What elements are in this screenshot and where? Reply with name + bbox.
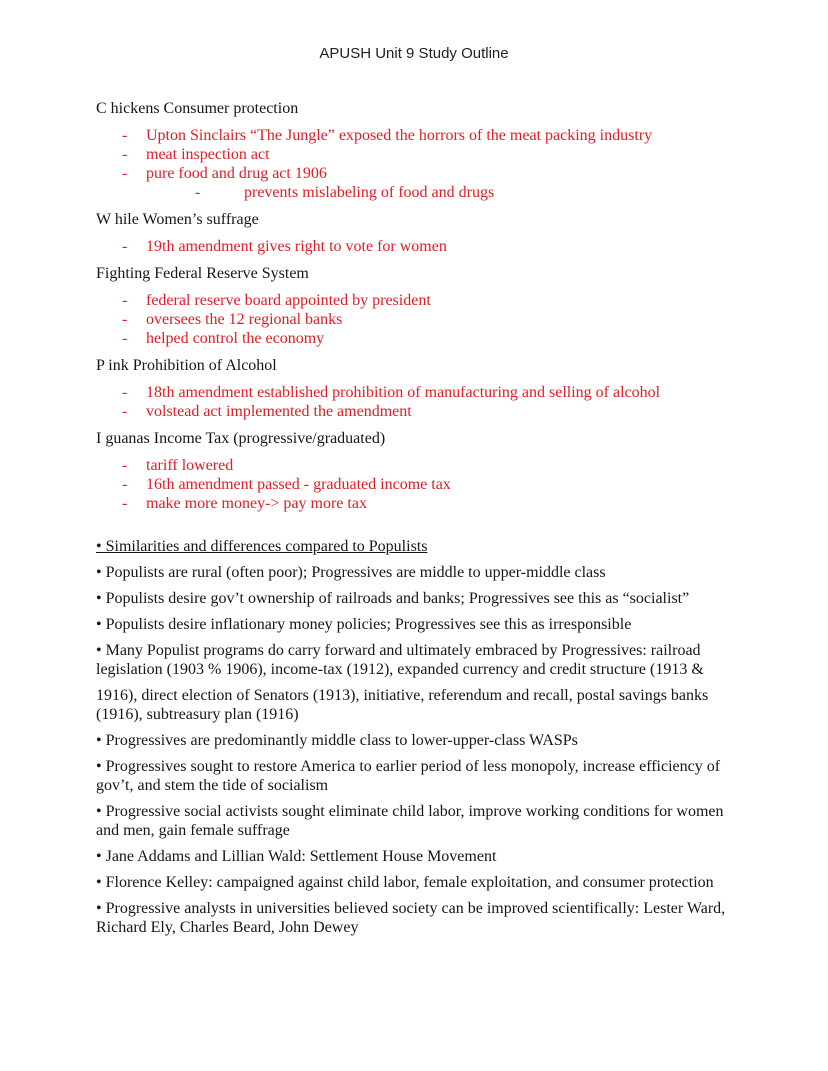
outline-item-text: Upton Sinclairs “The Jungle” exposed the horrors of the meat packing industry: [146, 127, 653, 144]
outline-item: [96, 383, 732, 402]
outline-item: [96, 291, 732, 310]
notes-paragraph: • Populists desire gov’t ownership of railroads and banks; Progressives see this as “socialist”: [96, 590, 690, 607]
section-items: [96, 126, 732, 202]
section-items: [96, 237, 732, 256]
notes-paragraph: • Many Populist programs do carry forward and ultimately embraced by Progressives: railroad legislation (1903 % 1906), income-tax (1912), expanded currency and credit structure (1913 &: [96, 642, 704, 678]
dash-marker: -: [122, 330, 128, 347]
section-heading: Fighting Federal Reserve System: [96, 265, 309, 282]
dash-marker: -: [122, 457, 128, 474]
dash-marker: -: [122, 165, 128, 182]
dash-marker: -: [122, 146, 128, 163]
notes-underlined-heading: • Similarities and differences compared to Populists: [96, 538, 428, 555]
dash-marker: -: [122, 476, 128, 493]
outline-item-text: 16th amendment passed - graduated income tax: [146, 476, 451, 493]
notes-paragraph: • Jane Addams and Lillian Wald: Settlement House Movement: [96, 848, 497, 865]
outline-item-text: oversees the 12 regional banks: [146, 311, 343, 328]
dash-marker: -: [122, 292, 128, 309]
outline-item-text: federal reserve board appointed by president: [146, 292, 431, 309]
outline-item: [96, 456, 732, 475]
notes-paragraph: • Progressives are predominantly middle class to lower-upper-class WASPs: [96, 732, 578, 749]
dash-marker: -: [122, 311, 128, 328]
outline-item-text: make more money-> pay more tax: [146, 495, 367, 512]
outline-item-text: pure food and drug act 1906: [146, 165, 327, 182]
page-title: APUSH Unit 9 Study Outline: [319, 45, 509, 62]
outline-item-text: 19th amendment gives right to vote for women: [146, 238, 447, 255]
section-heading: I guanas Income Tax (progressive/graduated): [96, 430, 386, 447]
notes-paragraph: 1916), direct election of Senators (1913), initiative, referendum and recall, postal savings banks (1916), subtreasury plan (1916): [96, 687, 709, 723]
document-content: [96, 44, 732, 944]
outline-item: [96, 237, 732, 256]
dash-marker: -: [195, 184, 201, 201]
dash-marker: -: [122, 495, 128, 512]
dash-marker: -: [122, 238, 128, 255]
dash-marker: -: [122, 403, 128, 420]
outline-section: [96, 429, 732, 513]
outline-item-text: 18th amendment established prohibition of manufacturing and selling of alcohol: [146, 384, 661, 401]
notes-paragraph: • Progressives sought to restore America to earlier period of less monopoly, increase efficiency of gov’t, and stem the tide of socialism: [96, 758, 721, 794]
outline-section: [96, 356, 732, 421]
notes-paragraph: • Populists are rural (often poor); Progressives are middle to upper-middle class: [96, 564, 606, 581]
outline-item: [96, 145, 732, 164]
outline-item-text: meat inspection act: [146, 146, 270, 163]
outline-item-text: volstead act implemented the amendment: [146, 403, 412, 420]
section-heading: C hickens Consumer protection: [96, 100, 299, 117]
section-items: [96, 456, 732, 513]
notes-paragraph: • Florence Kelley: campaigned against child labor, female exploitation, and consumer protection: [96, 874, 714, 891]
outline-item: [96, 126, 732, 145]
outline-item: [96, 310, 732, 329]
outline-item: [96, 329, 732, 348]
outline-section: [96, 99, 732, 202]
outline-item-text: helped control the economy: [146, 330, 325, 347]
section-heading: P ink Prohibition of Alcohol: [96, 357, 277, 374]
outline-item: [96, 164, 732, 183]
notes-paragraph: • Progressive social activists sought eliminate child labor, improve working conditions for women and men, gain female suffrage: [96, 803, 724, 839]
section-heading: W hile Women’s suffrage: [96, 211, 259, 228]
outline-section: [96, 210, 732, 256]
outline-item-text: tariff lowered: [146, 457, 234, 474]
notes-paragraph: • Populists desire inflationary money policies; Progressives see this as irresponsible: [96, 616, 632, 633]
dash-marker: -: [122, 127, 128, 144]
outline-item-text: prevents mislabeling of food and drugs: [244, 184, 495, 201]
section-items: [96, 291, 732, 348]
outline-item: [96, 402, 732, 421]
outline-subitem: [96, 183, 732, 202]
dash-marker: -: [122, 384, 128, 401]
outline-item: [96, 475, 732, 494]
outline-section: [96, 264, 732, 348]
notes-block: [96, 537, 732, 937]
outline-item: [96, 494, 732, 513]
notes-paragraph: • Progressive analysts in universities believed society can be improved scientifically: Lester Ward, Richard Ely, Charles Beard, John Dewey: [96, 900, 726, 936]
section-items: [96, 383, 732, 421]
